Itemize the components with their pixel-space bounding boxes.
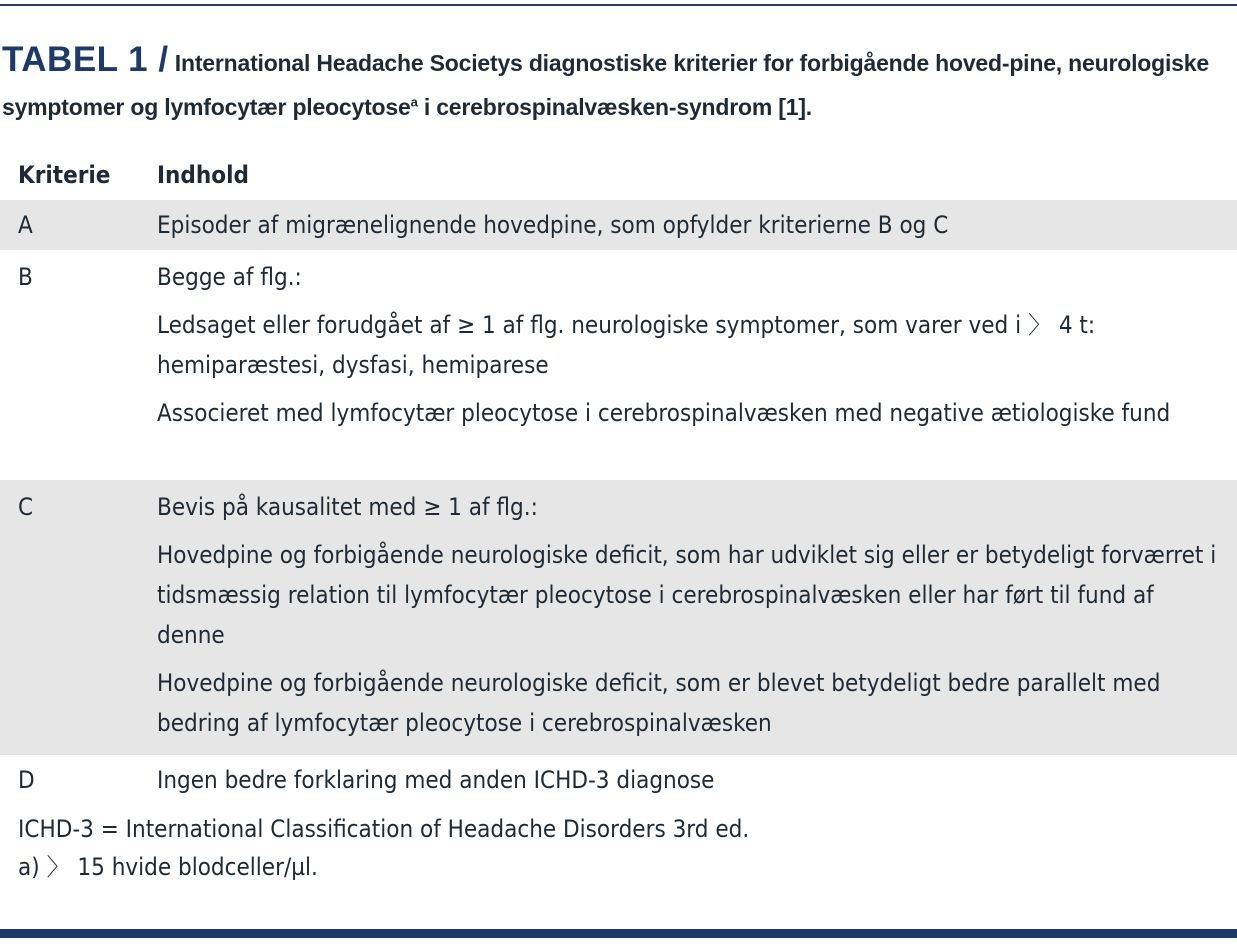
table-row-c <box>0 480 1237 755</box>
row-paragraph: Bevis på kausalitet med ≥ 1 af flg.: <box>157 493 538 521</box>
row-paragraph: Associeret med lymfocytær pleocytose i cerebrospinalvæsken med negative ætiologiske fund <box>157 399 1171 427</box>
caption-label: TABEL 1 / <box>2 40 169 79</box>
table-caption <box>2 38 1235 129</box>
row-paragraph: Ledsaget eller forudgået af ≥ 1 af flg. neurologiske symptomer, som varer ved i 〉 4 t: hemiparæstesi, dysfasi, hemiparese <box>157 311 1096 379</box>
criteria-table <box>0 150 1237 805</box>
header-criterion: Kriterie <box>18 161 111 189</box>
row-criterion: C <box>18 493 34 521</box>
row-paragraph: Hovedpine og forbigående neurologiske deficit, som er blevet betydeligt bedre parallelt med bedring af lymfocytær pleocytose i cerebrospinalvæsken <box>157 669 1161 737</box>
bottom-rule <box>0 929 1237 938</box>
row-paragraph: Ingen bedre forklaring med anden ICHD-3 diagnose <box>157 766 715 794</box>
row-paragraph: Episoder af migrænelignende hovedpine, som opfylder kriterierne B og C <box>157 211 949 239</box>
footnote-abbreviation: ICHD-3 = International Classification of Headache Disorders 3rd ed. <box>18 815 750 843</box>
table-row-a <box>0 200 1237 250</box>
row-criterion: D <box>18 766 35 794</box>
table-row-b <box>0 250 1237 480</box>
row-paragraph: Begge af flg.: <box>157 263 302 291</box>
caption-text-1: International Headache Societys diagnostiske kriterier for forbigående hoved-pine, neurologiske symptomer og lymfocytær pleocytose <box>2 50 1209 120</box>
caption-text-2: i cerebrospinalvæsken-syndrom [1]. <box>417 94 812 120</box>
table-header <box>0 150 1237 200</box>
row-content <box>157 200 1217 245</box>
table-row-d <box>0 755 1237 805</box>
row-content <box>157 250 1217 433</box>
row-paragraph: Hovedpine og forbigående neurologiske deficit, som har udviklet sig eller er betydeligt forværret i tidsmæssig relation til lymfocytær pleocytose i cerebrospinalvæsken eller har ført til fund af denne <box>157 541 1217 649</box>
top-rule <box>0 4 1237 6</box>
row-content <box>157 480 1217 743</box>
footnote-a: a) 〉 15 hvide blodceller/µl. <box>18 853 318 881</box>
footnotes <box>18 810 1218 886</box>
caption-superscript: a <box>410 94 418 110</box>
row-criterion: A <box>18 211 33 239</box>
row-criterion: B <box>18 263 33 291</box>
row-content <box>157 755 1217 800</box>
header-content: Indhold <box>157 161 249 189</box>
